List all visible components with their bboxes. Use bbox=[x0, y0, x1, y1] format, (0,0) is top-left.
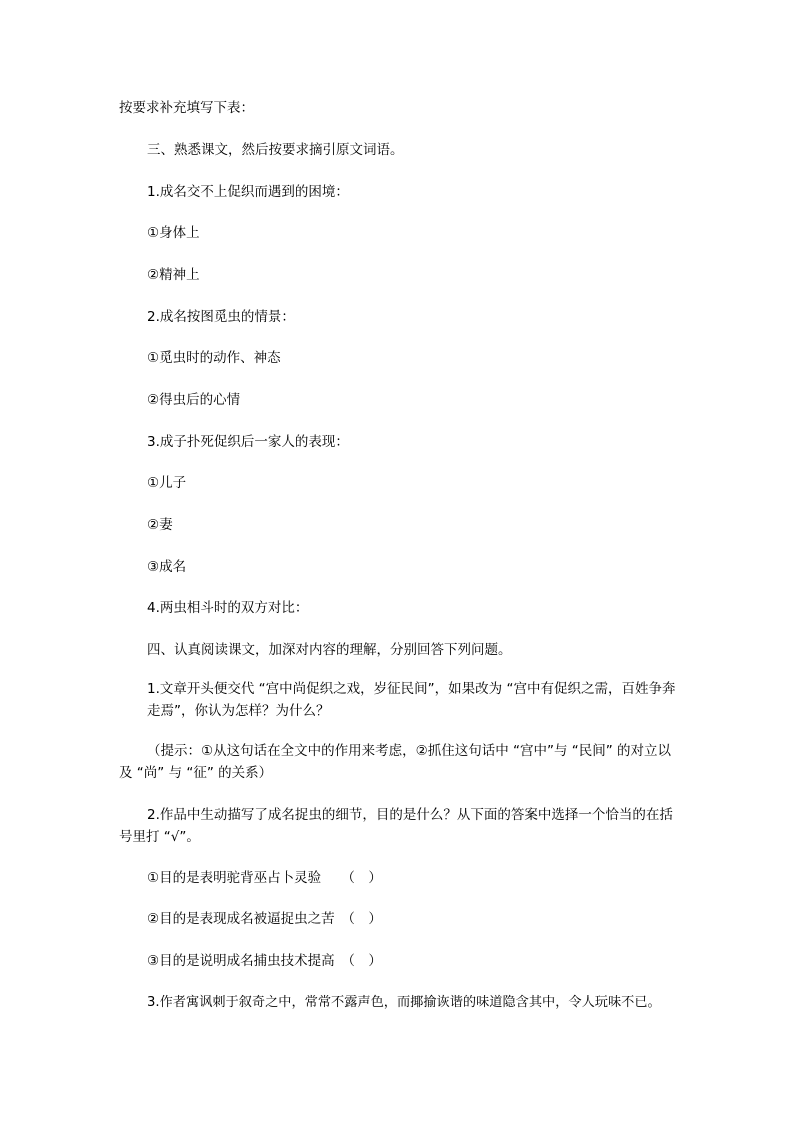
section-3-question-2-item-a: ①觅虫时的动作、神态 bbox=[147, 350, 281, 366]
section-4-option-2: ②目的是表现成名被逼捉虫之苦 （ ） bbox=[147, 911, 382, 927]
section-4-hint: （提示：①从这句话在全文中的作用来考虑，②抓住这句话中 “宫中”与 “民间” 的对立以及 “尚” 与 “征” 的关系） bbox=[119, 743, 672, 781]
section-4-question-2: 2.作品中生动描写了成名捉虫的细节，目的是什么？从下面的答案中选择一个恰当的在括号里打 “√”。 bbox=[119, 807, 673, 845]
section-3-question-2: 2.成名按图觅虫的情景： bbox=[147, 309, 295, 325]
section-3-question-1-item-b: ②精神上 bbox=[147, 267, 200, 283]
section-3-question-1-item-a: ①身体上 bbox=[147, 225, 200, 241]
section-4-question-3: 3.作者寓讽刺于叙奇之中，常常不露声色，而揶揄诙谐的味道隐含其中，令人玩味不已。 bbox=[147, 995, 661, 1010]
section-4-question-1: 1.文章开头便交代 “宫中尚促织之戏，岁征民间”，如果改为 “宫中有促织之需，百姓争奔走焉”，你认为怎样？为什么？ bbox=[147, 681, 676, 719]
section-4-heading: 四、认真阅读课文，加深对内容的理解，分别回答下列问题。 bbox=[147, 642, 512, 658]
section-3-question-3-item-b: ②妻 bbox=[147, 517, 173, 533]
section-3-question-4: 4.两虫相斗时的双方对比： bbox=[147, 600, 309, 616]
section-3-question-1: 1.成名交不上促织而遇到的困境： bbox=[147, 184, 349, 200]
section-3-question-3-item-a: ①儿子 bbox=[147, 475, 187, 491]
section-3-question-3: 3.成子扑死促织后一家人的表现： bbox=[147, 434, 349, 450]
section-4-option-3: ③目的是说明成名捕虫技术提高 （ ） bbox=[147, 953, 382, 969]
section-3-heading: 三、熟悉课文，然后按要求摘引原文词语。 bbox=[147, 142, 404, 158]
section-4-option-1: ①目的是表明驼背巫占卜灵验 （ ） bbox=[147, 870, 382, 886]
section-3-question-3-item-c: ③成名 bbox=[147, 559, 187, 575]
section-3-question-2-item-b: ②得虫后的心情 bbox=[147, 392, 241, 408]
intro-text: 按要求补充填写下表： bbox=[119, 100, 254, 116]
